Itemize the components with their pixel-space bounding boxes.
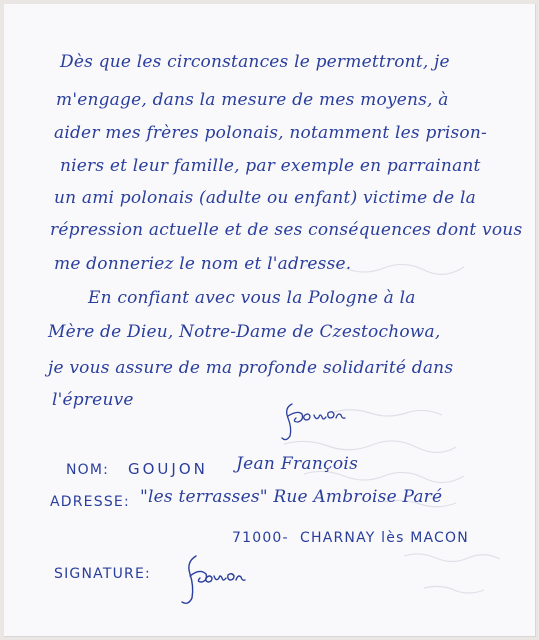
- surname-value: GOUJON: [128, 460, 208, 478]
- postcode-value: 71000-: [232, 530, 289, 546]
- letter-line-11: l'épreuve: [52, 390, 134, 410]
- signature-label: SIGNATURE:: [54, 566, 151, 582]
- letter-line-4: niers et leur famille, par exemple en parrainant: [60, 156, 481, 176]
- letter-line-7: me donneriez le nom et l'adresse.: [54, 254, 352, 274]
- letter-line-8: En confiant avec vous la Pologne à la: [88, 288, 416, 308]
- letter-line-5: un ami polonais (adulte ou enfant) victime de la: [54, 188, 476, 208]
- address-label: ADRESSE:: [50, 494, 130, 510]
- letter-line-1: Dès que les circonstances le permettront, je: [60, 52, 450, 72]
- name-label: NOM:: [66, 462, 110, 478]
- town-value: CHARNAY lès MACON: [300, 530, 469, 546]
- given-names-value: Jean François: [236, 454, 359, 474]
- letter-line-9: Mère de Dieu, Notre-Dame de Czestochowa,: [48, 322, 441, 342]
- letter-line-3: aider mes frères polonais, notamment les prison-: [54, 123, 487, 143]
- letter-page: [4, 4, 536, 637]
- letter-line-10: je vous assure de ma profonde solidarité dans: [48, 358, 454, 378]
- letter-line-6: répression actuelle et de ses conséquences dont vous: [50, 220, 523, 240]
- initial-signature: [274, 396, 354, 442]
- handwritten-signature: [180, 552, 250, 608]
- letter-line-2: m'engage, dans la mesure de mes moyens, à: [56, 90, 449, 110]
- address-line-1: "les terrasses" Rue Ambroise Paré: [140, 487, 443, 507]
